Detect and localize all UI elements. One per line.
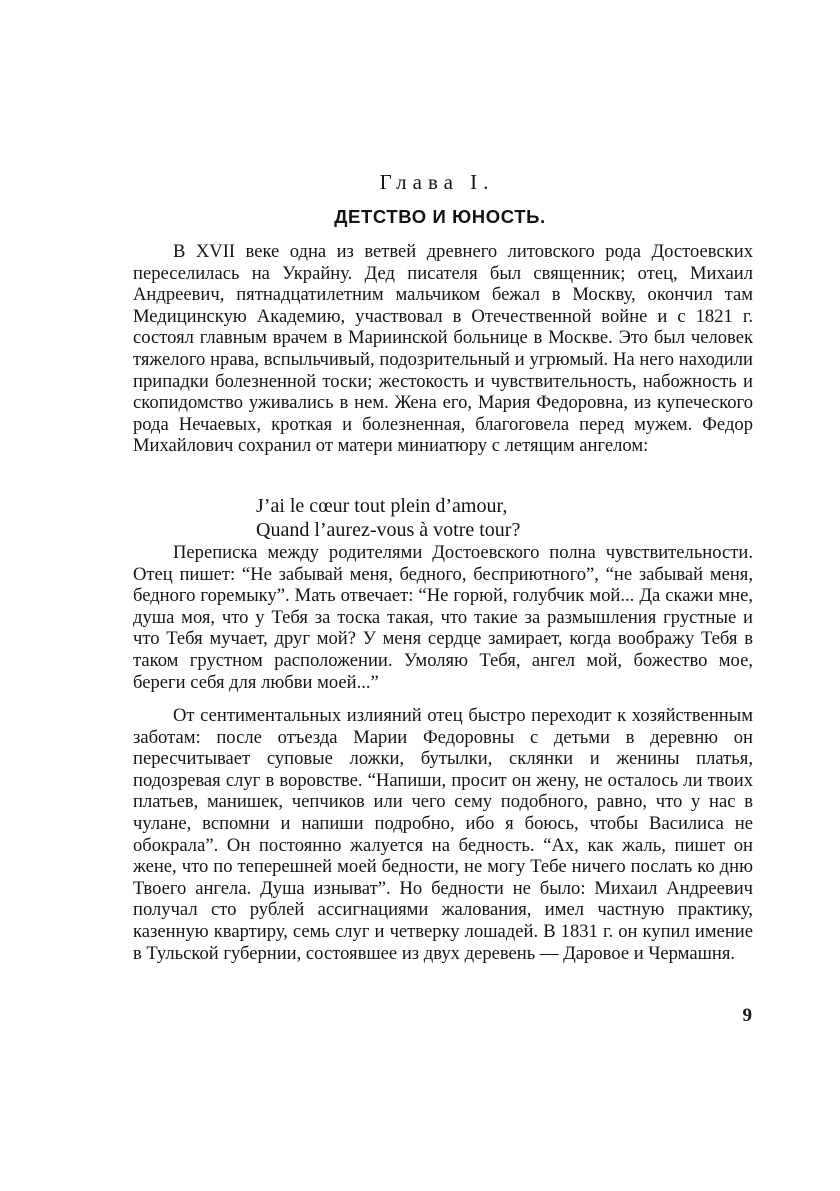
epigraph — [256, 494, 520, 542]
page-number: 9 — [742, 1005, 752, 1026]
epigraph-line-2: Quand l’aurez-vous à votre tour? — [256, 519, 521, 541]
paragraph-2: Переписка между родителями Достоевского полна чувствительности. Отец пишет: “Не забывай меня, бедного, бесприютного”, “не забывай меня, бедного горемыку”. Мать отвечает: “Не горюй, голубчик мой... Да скажи мне, душа моя, что у Тебя за тоска такая, что такие за размышления грустные и что Тебя мучает, друг мой? У меня сердце замирает, когда воображу Тебя в таком грустном расположении. Умоляю Тебя, ангел мой, божество мое, береги себя для любви моей...” — [133, 542, 753, 693]
chapter-title: ДЕТСТВО И ЮНОСТЬ. — [334, 206, 546, 227]
chapter-label: Глава I. — [379, 170, 495, 194]
paragraph-1: В XVII веке одна из ветвей древнего литовского рода Достоевских переселилась на Украйну. Дед писателя был священник; отец, Михаил Андреевич, пятнадцатилетним мальчиком бежал в Москву, окончил там Медицинскую Академию, участвовал в Отечественной войне и с 1821 г. состоял главным врачем в Мариинской больнице в Москве. Это был человек тяжелого нрава, вспыльчивый, подозрительный и угрюмый. На него находили припадки болезненной тоски; жестокость и чувствительность, набожность и скопидомство уживались в нем. Жена его, Мария Федоровна, из купеческого рода Нечаевых, кроткая и болезненная, благоговела перед мужем. Федор Михайлович сохранил от матери миниатюру с летящим ангелом: — [133, 241, 753, 457]
paragraph-3: От сентиментальных излияний отец быстро переходит к хозяйственным заботам: после отъезда Марии Федоровны с детьми в деревню он пересчитывает суповые ложки, бутылки, склянки и женины платья, подозревая слуг в воровстве. “Напиши, просит он жену, не осталось ли твоих платьев, манишек, чепчиков или чего сему подобного, равно, что у нас в чулане, вспомни и напиши подробно, ибо я боюсь, чтобы Василиса не обокрала”. Он постоянно жалуется на бедность. “Ах, как жаль, пишет он жене, что по теперешней моей бедности, не могу Тебе ничего послать ко дню Твоего ангела. Душа изныват”. Но бедности не было: Михаил Андреевич получал сто рублей ассигнациями жалования, имел частную практику, казенную квартиру, семь слуг и четверку лошадей. В 1831 г. он купил имение в Тульской губернии, состоявшее из двух деревень — Даровое и Чермашня. — [133, 705, 753, 964]
epigraph-line-1: J’ai le cœur tout plein d’amour, — [256, 495, 508, 517]
